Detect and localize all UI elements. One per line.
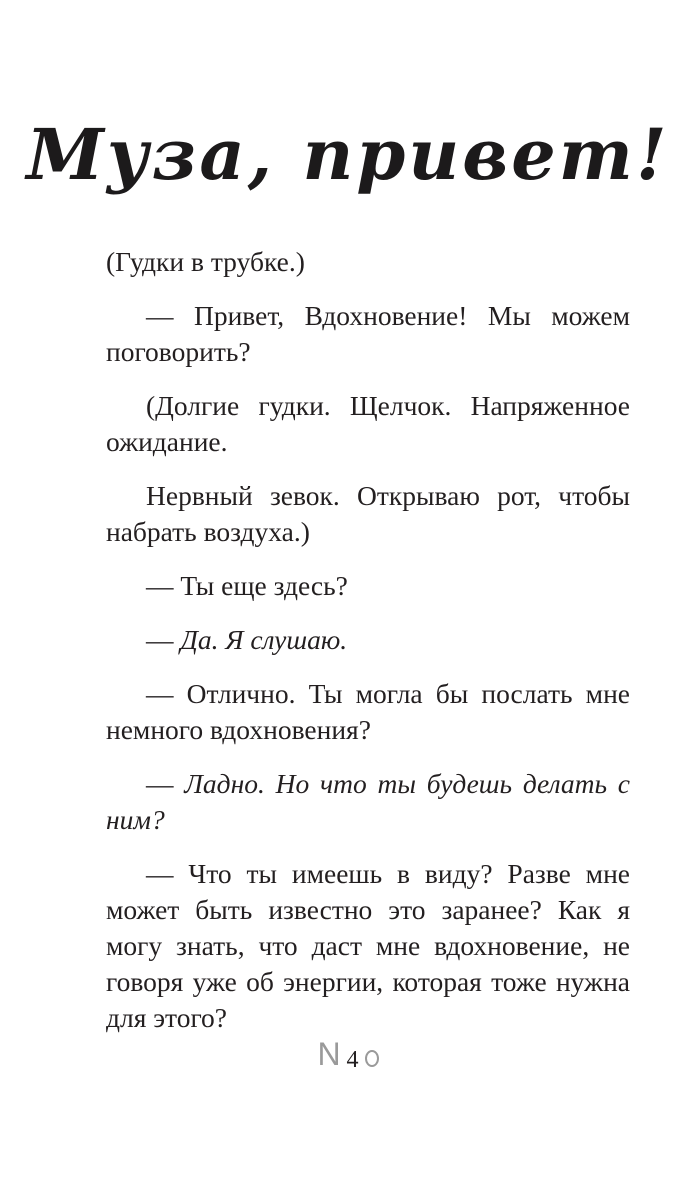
paragraph: (Долгие гудки. Щелчок. Напряженное ожидание. xyxy=(106,390,630,457)
paragraph: — Привет, Вдохновение! Мы можем поговорить? xyxy=(106,300,630,367)
paragraph: — Отлично. Ты могла бы послать мне немного вдохновения? xyxy=(106,678,630,745)
paragraph: Нервный зевок. Открываю рот, чтобы набрать воздуха.) xyxy=(106,480,630,547)
page-number: 4 xyxy=(346,1047,359,1073)
paragraph: — Ты еще здесь? xyxy=(146,570,348,601)
paragraph: (Гудки в трубке.) xyxy=(106,246,305,277)
footer-mark: N xyxy=(317,1036,341,1072)
paragraph: — Да. Я слушаю. xyxy=(146,624,348,655)
paragraph: — Что ты имеешь в виду? Разве мне может быть известно это заранее? Как я могу знать, что даст мне вдохновение, не говоря уже об энергии, которая тоже нужна для этого? xyxy=(106,858,630,1033)
circle-ornament-icon xyxy=(365,1050,379,1067)
page-footer xyxy=(0,1036,696,1073)
paragraph: — Ладно. Но что ты будешь делать с ним? xyxy=(106,768,631,835)
chapter-title: Муза, привет! xyxy=(26,113,670,196)
body-text xyxy=(106,244,630,1054)
